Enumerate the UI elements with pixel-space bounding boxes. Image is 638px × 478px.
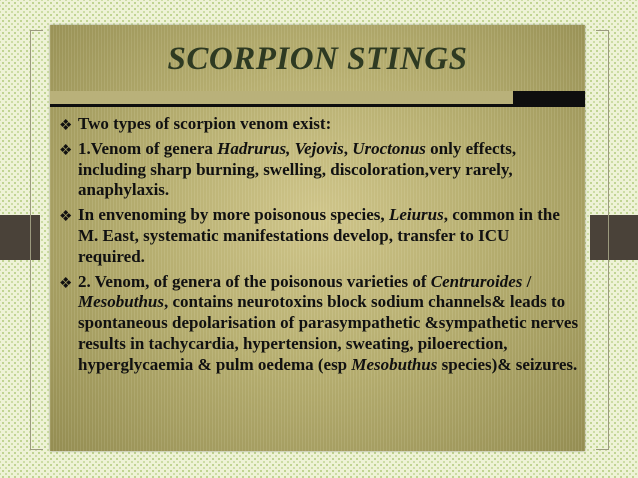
bullet-text: [78, 139, 516, 200]
bullet-text: [78, 272, 578, 374]
diamond-bullet-icon: ❖: [59, 275, 73, 292]
text-run: 1.Venom of genera: [78, 138, 218, 158]
right-frame-bracket: [596, 30, 609, 450]
bullet-list: [59, 114, 579, 378]
text-run: In envenoming by more poisonous species,: [78, 205, 389, 225]
bullet-item: [59, 114, 579, 135]
bullet-item: [59, 205, 579, 267]
slide-title: SCORPION STINGS: [167, 41, 468, 77]
left-frame-bracket: [30, 30, 43, 450]
bullet-item: [59, 272, 579, 376]
italic-term: Leiurus: [388, 205, 444, 225]
text-run: ,: [343, 138, 353, 158]
text-run: species)& seizures.: [437, 354, 578, 374]
bullet-text: [78, 205, 560, 266]
text-run: 2. Venom, of genera of the poisonous varieties of: [78, 271, 431, 291]
text-run: , contains neurotoxins block sodium channels& leads to spontaneous depolarisation of parasympathetic &sympathetic nerves results in tachycardia, hypertension, sweating, piloerection, hyperglycaemia & pulm oedema (esp: [78, 292, 579, 374]
diamond-bullet-icon: ❖: [59, 118, 73, 134]
italic-term: Mesobuthus: [351, 354, 438, 374]
text-run: Two types of scorpion venom exist:: [78, 114, 332, 133]
diamond-bullet-icon: ❖: [59, 142, 73, 159]
title-divider: [50, 91, 585, 107]
text-run: , common in the M. East, systematic manifestations develop, transfer to ICU required.: [78, 205, 560, 266]
bullet-item: [59, 139, 579, 201]
bullet-text: [78, 114, 331, 133]
text-run: /: [522, 271, 532, 291]
italic-term: Centruroides: [430, 271, 523, 291]
italic-term: Mesobuthus: [78, 292, 164, 312]
slide-panel: [50, 25, 585, 451]
text-run: only effects, including sharp burning, swelling, discoloration,very rarely, anaphylaxis.: [78, 138, 517, 200]
italic-term: Hadrurus, Vejovis: [217, 138, 344, 158]
diamond-bullet-icon: ❖: [59, 209, 73, 226]
italic-term: Uroctonus: [352, 138, 426, 158]
